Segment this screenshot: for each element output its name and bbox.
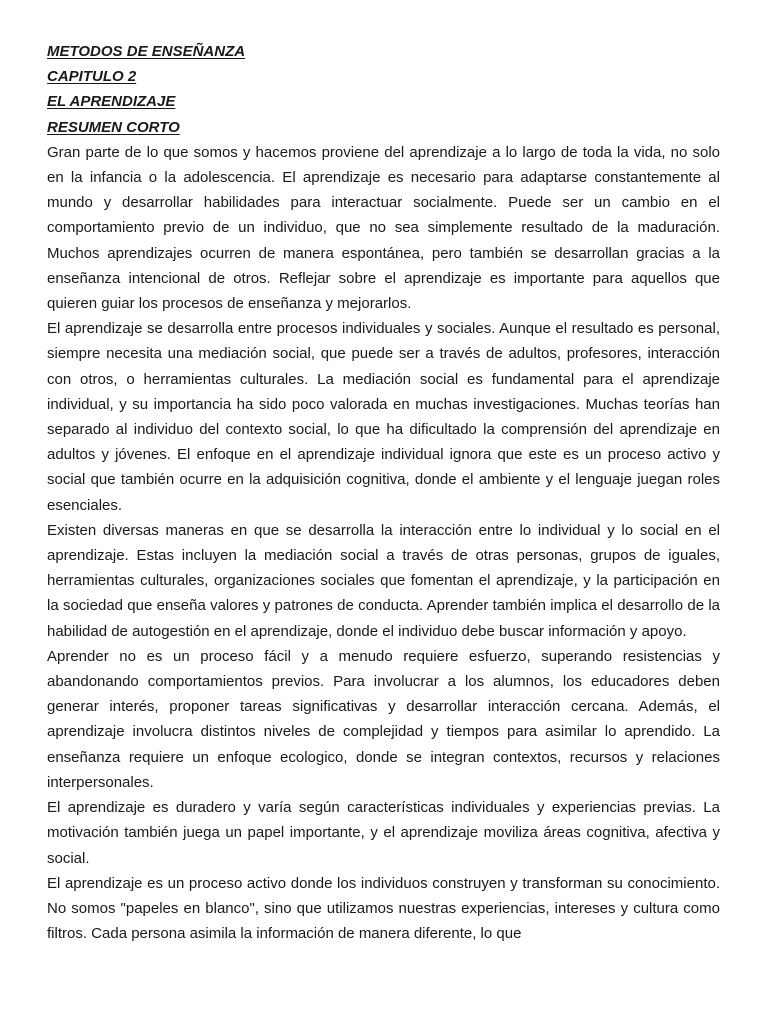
chapter-title: EL APRENDIZAJE <box>47 93 176 111</box>
document-body <box>47 140 720 947</box>
document-header <box>47 39 720 140</box>
paragraph-3: Existen diversas maneras en que se desarrolla la interacción entre lo individual y lo social en el aprendizaje. Estas incluyen la mediación social a través de otras personas, grupos de iguales, herramientas culturales, organizaciones sociales que fomentan el aprendizaje, y la participación en la sociedad que enseña valores y patrones de conducta. Aprender también implica el desarrollo de la habilidad de autogestión en el aprendizaje, donde el individuo debe buscar información y apoyo. <box>47 521 720 640</box>
chapter-heading: CAPITULO 2 <box>47 68 137 86</box>
document-title: METODOS DE ENSEÑANZA <box>47 43 246 60</box>
paragraph-2: El aprendizaje se desarrolla entre procesos individuales y sociales. Aunque el resultado es personal, siempre necesita una mediación social, que puede ser a través de adultos, profesores, interacción con otros, o herramientas culturales. La mediación social es fundamental para el aprendizaje individual, y su importancia ha sido poco valorada en muchas investigaciones. Muchas teorías han separado al individuo del contexto social, lo que ha dificultado la comprensión del aprendizaje en adultos y jóvenes. El enfoque en el aprendizaje individual ignora que este es un proceso activo y social que también ocurre en la adquisición cognitiva, donde el ambiente y el lenguaje juegan roles esenciales. <box>47 320 720 514</box>
paragraph-1: Gran parte de lo que somos y hacemos proviene del aprendizaje a lo largo de toda la vida, no solo en la infancia o la adolescencia. El aprendizaje es necesario para adaptarse constantemente al mundo y desarrollar habilidades para interactuar socialmente. Puede ser un cambio en el comportamiento previo de un individuo, que no sea simplemente resultado de la maduración. Muchos aprendizajes ocurren de manera espontánea, pero también se desarrollan gracias a la enseñanza intencional de otros. Reflejar sobre el aprendizaje es importante para aquellos que quieren guiar los procesos de enseñanza y mejorarlos. <box>47 143 720 313</box>
paragraph-4: Aprender no es un proceso fácil y a menudo requiere esfuerzo, superando resistencias y abandonando comportamientos previos. Para involucrar a los alumnos, los educadores deben generar interés, proponer tareas significativas y desarrollar interacción cercana. Además, el aprendizaje involucra distintos niveles de complejidad y tiempos para asimilar lo aprendido. La enseñanza requiere un enfoque ecologico, donde se integran contextos, recursos y relaciones interpersonales. <box>47 647 720 791</box>
summary-heading: RESUMEN CORTO <box>47 118 180 136</box>
paragraph-5: El aprendizaje es duradero y varía según características individuales y experiencias previas. La motivación también juega un papel importante, y el aprendizaje moviliza áreas cognitiva, afectiva y social. <box>47 799 720 867</box>
paragraph-6: El aprendizaje es un proceso activo donde los individuos construyen y transforman su conocimiento. No somos "papeles en blanco", sino que utilizamos nuestras experiencias, intereses y cultura como filtros. Cada persona asimila la información de manera diferente, lo que <box>47 874 720 943</box>
